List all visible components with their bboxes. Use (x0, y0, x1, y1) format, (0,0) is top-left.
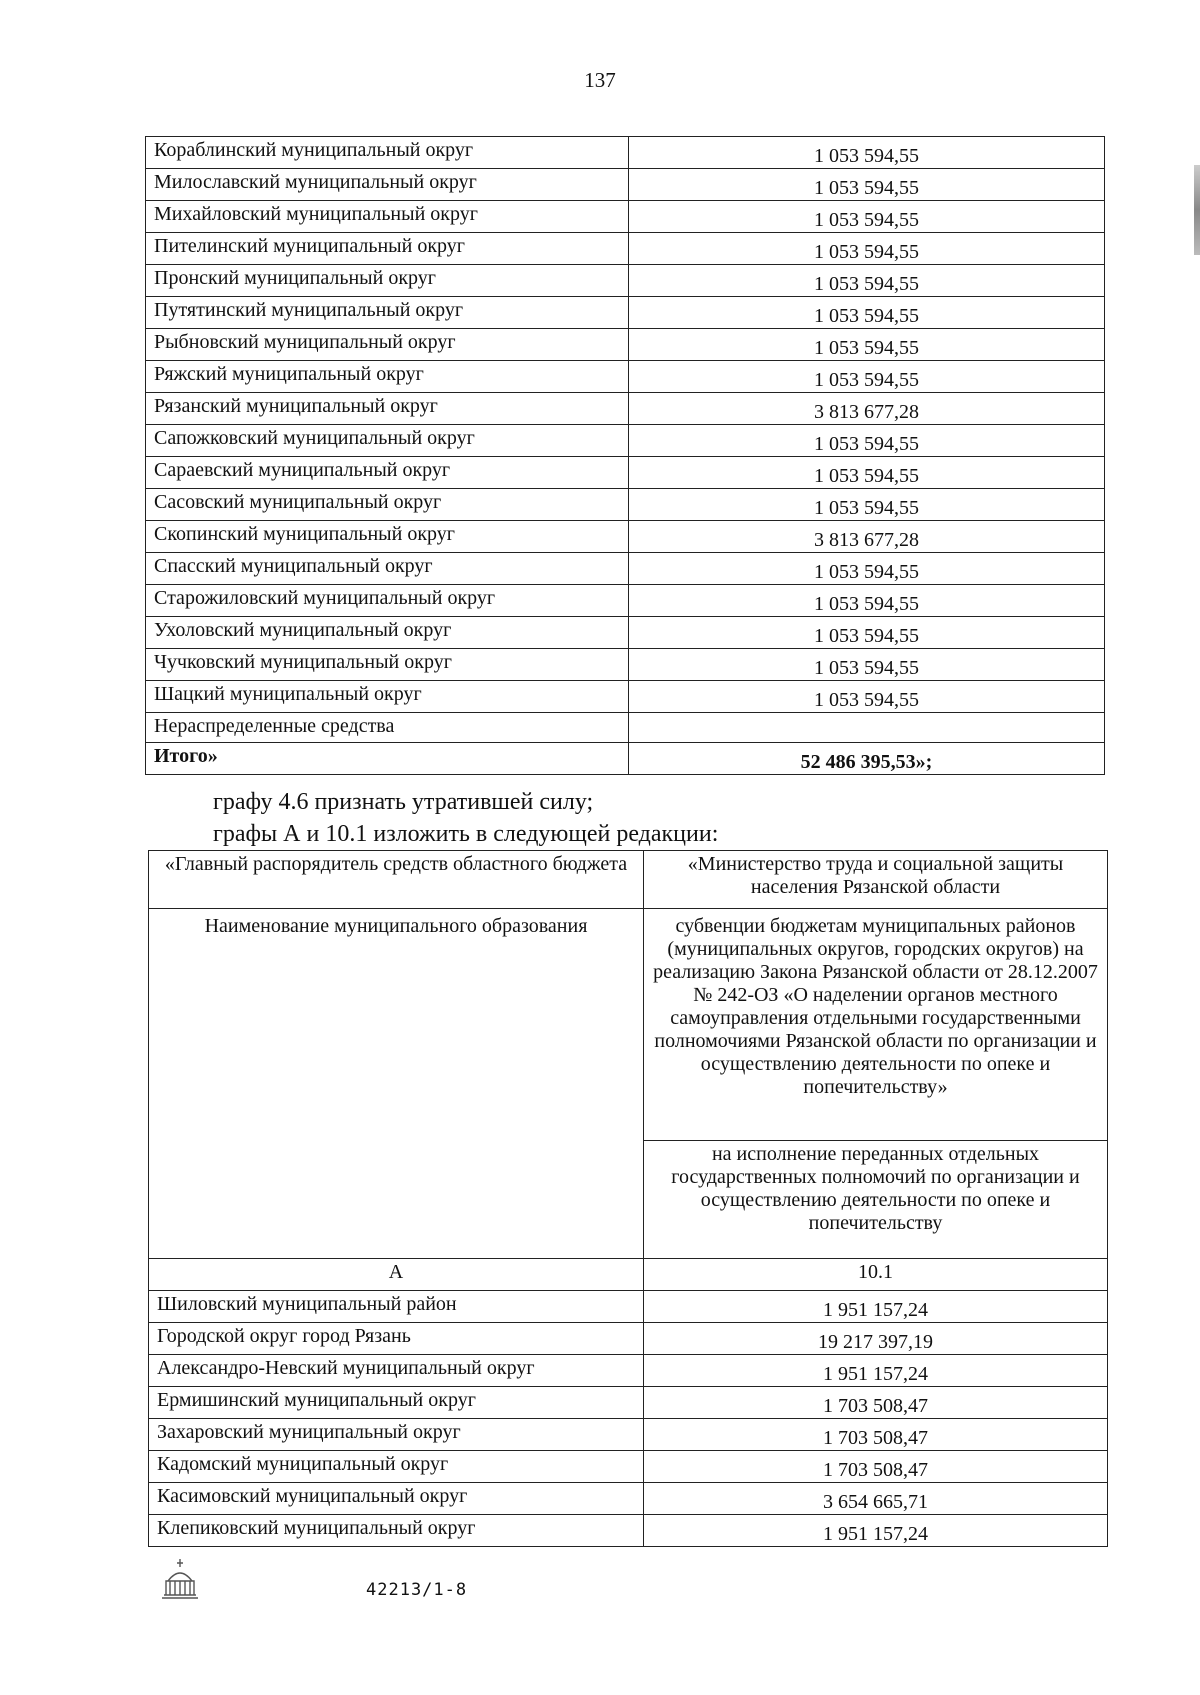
header-row-subvention (149, 909, 1108, 1141)
municipality-name: Сапожковский муниципальный округ (146, 425, 629, 457)
column-code-10-1: 10.1 (644, 1259, 1108, 1291)
column-code-a: А (149, 1259, 644, 1291)
municipality-name: Рыбновский муниципальный округ (146, 329, 629, 361)
amount-value: 1 053 594,55 (629, 425, 1105, 457)
table-row (149, 1291, 1108, 1323)
amount-value: 1 053 594,55 (629, 553, 1105, 585)
municipality-name: Путятинский муниципальный округ (146, 297, 629, 329)
table-row (146, 329, 1105, 361)
table-row (146, 713, 1105, 743)
total-label: Итого» (146, 743, 629, 775)
municipality-name: Сасовский муниципальный округ (146, 489, 629, 521)
table-row (149, 1419, 1108, 1451)
amount-value: 1 703 508,47 (644, 1387, 1108, 1419)
municipality-name: Чучковский муниципальный округ (146, 649, 629, 681)
municipality-name: Городской округ город Рязань (149, 1323, 644, 1355)
municipality-name: Кадомский муниципальный округ (149, 1451, 644, 1483)
amount-value: 1 053 594,55 (629, 489, 1105, 521)
municipality-name: Александро-Невский муниципальный округ (149, 1355, 644, 1387)
municipality-name: Ряжский муниципальный округ (146, 361, 629, 393)
instruction-line-2: графы А и 10.1 изложить в следующей редакции: (213, 821, 719, 847)
amount-value: 19 217 397,19 (644, 1323, 1108, 1355)
amount-value: 1 053 594,55 (629, 297, 1105, 329)
municipality-name: Пронский муниципальный округ (146, 265, 629, 297)
municipality-name: Ермишинский муниципальный округ (149, 1387, 644, 1419)
total-row (146, 743, 1105, 775)
table-row (146, 297, 1105, 329)
amount-value: 1 703 508,47 (644, 1419, 1108, 1451)
header-row-codes (149, 1259, 1108, 1291)
table-row (146, 361, 1105, 393)
municipality-name: Касимовский муниципальный округ (149, 1483, 644, 1515)
municipality-name: Скопинский муниципальный округ (146, 521, 629, 553)
table-row (146, 201, 1105, 233)
amount-value: 1 053 594,55 (629, 617, 1105, 649)
municipality-name: Милославский муниципальный округ (146, 169, 629, 201)
subvention-table-body (149, 851, 1108, 1547)
table-row (146, 681, 1105, 713)
municipality-name: Пителинский муниципальный округ (146, 233, 629, 265)
table-row (146, 617, 1105, 649)
municipality-name: Захаровский муниципальный округ (149, 1419, 644, 1451)
table-row (149, 1355, 1108, 1387)
table-row (146, 425, 1105, 457)
amount-value: 3 813 677,28 (629, 521, 1105, 553)
table-row (149, 1387, 1108, 1419)
header-subvention-description: субвенции бюджетам муниципальных районов (муниципальных округов, городских округов) на реализацию Закона Рязанской области от 28.12.2007 № 242-ОЗ «О наделении органов местного самоуправления отдельными государственными полномочиями Рязанской области по организации и осуществлению деятельности по опеке и попечительству» (644, 909, 1108, 1141)
table-row (149, 1451, 1108, 1483)
amount-value: 1 053 594,55 (629, 361, 1105, 393)
municipality-name: Спасский муниципальный округ (146, 553, 629, 585)
amount-value: 1 951 157,24 (644, 1355, 1108, 1387)
table-row (146, 169, 1105, 201)
municipality-name: Ухоловский муниципальный округ (146, 617, 629, 649)
table-row (146, 457, 1105, 489)
amount-value (629, 713, 1105, 743)
municipality-name: Кораблинский муниципальный округ (146, 137, 629, 169)
amount-value: 1 053 594,55 (629, 649, 1105, 681)
scan-edge-mark (1194, 165, 1200, 255)
amount-value: 1 053 594,55 (629, 137, 1105, 169)
amount-value: 3 813 677,28 (629, 393, 1105, 425)
amount-value: 1 951 157,24 (644, 1291, 1108, 1323)
amount-value: 1 703 508,47 (644, 1451, 1108, 1483)
amount-value: 3 654 665,71 (644, 1483, 1108, 1515)
municipality-name: Старожиловский муниципальный округ (146, 585, 629, 617)
amount-value: 1 053 594,55 (629, 233, 1105, 265)
header-purpose-description: на исполнение переданных отдельных государственных полномочий по организации и осуществлению деятельности по опеке и попечительству (644, 1141, 1108, 1259)
amount-value: 1 053 594,55 (629, 169, 1105, 201)
municipality-name: Нераспределенные средства (146, 713, 629, 743)
municipality-name: Клепиковский муниципальный округ (149, 1515, 644, 1547)
table-row (149, 1515, 1108, 1547)
amount-value: 1 053 594,55 (629, 265, 1105, 297)
table-row (146, 265, 1105, 297)
table-row (149, 1483, 1108, 1515)
allocation-table-body (146, 137, 1105, 775)
table-row (146, 521, 1105, 553)
municipality-name: Сараевский муниципальный округ (146, 457, 629, 489)
amount-value: 1 053 594,55 (629, 201, 1105, 233)
table-row (149, 1323, 1108, 1355)
header-administrator-label: «Главный распорядитель средств областного бюджета (149, 851, 644, 909)
amount-value: 1 053 594,55 (629, 681, 1105, 713)
instruction-line-1: графу 4.6 признать утратившей силу; (213, 789, 594, 815)
subvention-table (148, 850, 1108, 1547)
table-row (146, 393, 1105, 425)
amount-value: 1 053 594,55 (629, 329, 1105, 361)
header-row-administrator (149, 851, 1108, 909)
table-row (146, 233, 1105, 265)
header-ministry-name: «Министерство труда и социальной защиты населения Рязанской области (644, 851, 1108, 909)
municipality-name: Рязанский муниципальный округ (146, 393, 629, 425)
municipality-name: Шиловский муниципальный район (149, 1291, 644, 1323)
table-row (146, 585, 1105, 617)
amount-value: 1 053 594,55 (629, 585, 1105, 617)
table-row (146, 553, 1105, 585)
municipality-name: Шацкий муниципальный округ (146, 681, 629, 713)
document-code: 42213/1-8 (366, 1580, 468, 1600)
page-number: 137 (584, 68, 616, 92)
duma-emblem-icon (158, 1555, 202, 1601)
table-row (146, 137, 1105, 169)
table-row (146, 649, 1105, 681)
amount-value: 1 053 594,55 (629, 457, 1105, 489)
allocation-table-continued (145, 136, 1105, 775)
amount-value: 1 951 157,24 (644, 1515, 1108, 1547)
header-municipality-label: Наименование муниципального образования (149, 909, 644, 1259)
municipality-name: Михайловский муниципальный округ (146, 201, 629, 233)
table-row (146, 489, 1105, 521)
total-value: 52 486 395,53»; (629, 743, 1105, 775)
